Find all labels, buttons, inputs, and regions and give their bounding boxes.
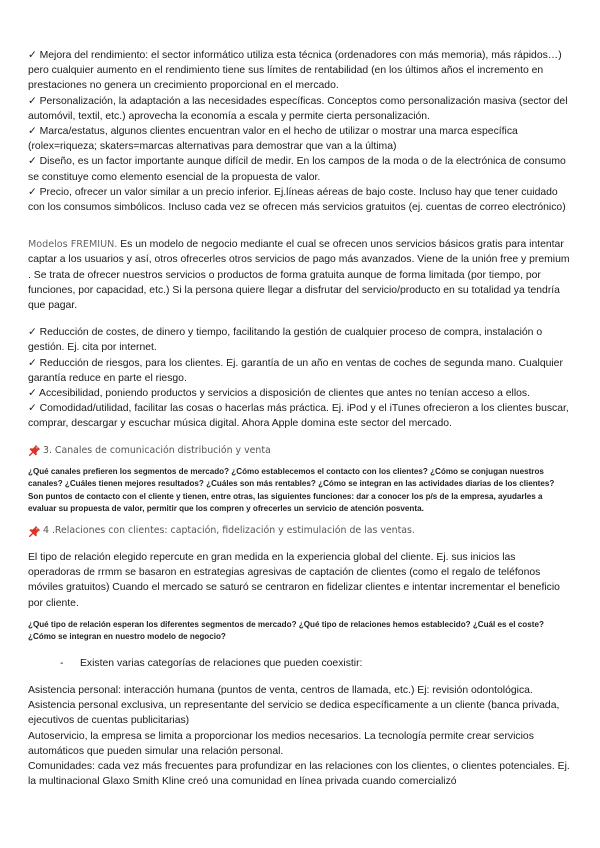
list-item: ✓ Reducción de costes, de dinero y tiempo, facilitando la gestión de cualquier proceso de compra, instalación o gestión. Ej. cita por internet. <box>28 327 543 354</box>
relations-questions: ¿Qué tipo de relación esperan los diferentes segmentos de mercado? ¿Qué tipo de relaciones hemos establecido? ¿Cuál es el coste? ¿Cómo se integran en nuestro modelo de negocio? <box>28 619 544 642</box>
list-item: ✓ Mejora del rendimiento: el sector informático utiliza esta técnica (ordenadores con más memoria), más rápidos…) pero cualquier aumento en el rendimiento tiene sus límites de rentabilidad (en los últimos años el incremento en prestaciones no genera un crecimiento proporcional en el mercado. <box>28 50 562 92</box>
channels-questions: ¿Qué canales prefieren los segmentos de mercado? ¿Cómo establecemos el contacto con los clientes? ¿Cómo se conjugan nuestros canales? ¿Cuáles tienen mejores resultados? ¿Cuáles son más rentables? ¿Cómo se integran en las actividades diarias de los clientes? Son puntos de contacto con el cliente y tienen, entre otras, las siguientes funciones: dar a conocer los p/s de la empresa, ayudarles a evaluar su propuesta de valor, permitir que los compren y ofrecerles un servicio de atención posventa. <box>28 466 555 514</box>
list-item: ✓ Accesibilidad, poniendo productos y servicios a disposición de clientes que antes no tenían acceso a ellos. <box>28 388 530 400</box>
list-item: ✓ Comodidad/utilidad, facilitar las cosas o hacerlas más práctica. Ej. iPod y el iTunes ofrecieron a los clientes buscar, comprar, descargar y escuchar música digital. Ahora Apple domina este sector del mercado. <box>28 403 569 430</box>
relation-paragraph: El tipo de relación elegido repercute en gran medida en la experiencia global del cliente. Ej. sus inicios las operadoras de rrmm se basaron en estrategias agresivas de captación de clientes (como el regalo de teléfonos móviles gratuitos) Cuando el mercado se saturó se centraron en fidelizar clientes e intentar incrementar el beneficio por cliente. <box>28 552 560 609</box>
category-item: Asistencia personal exclusiva, un representante del servicio se dedica específicamente a un cliente (banca privada, ejecutivos de cuentas publicitarias) <box>28 700 560 727</box>
freemium-lead: Modelos FREMIUN. <box>28 239 118 251</box>
list-item: ✓ Reducción de riesgos, para los clientes. Ej. garantía de un año en ventas de coches de segunda mano. Cualquier garantía reduce en parte el riesgo. <box>28 357 563 384</box>
dash-marker: - <box>60 658 64 670</box>
heading-text: 4 .Relaciones con clientes: captación, fidelización y estimulación de las ventas. <box>43 525 415 537</box>
freemium-text: Es un modelo de negocio mediante el cual se ofrecen unos servicios básicos gratis para intentar captar a los usuarios y así, otros ofrecerles otros servicios de pago más avanzados. Viene de la unión free y premium . Se trata de ofrecer nuestros servicios o productos de forma gratuita aunque de forma limitada (por tiempo, por funciones, por capacidad, etc.) Si la persona quiere llegar a disfrutar del servicio/producto en su totalidad ya tendría que pagar. <box>28 239 570 312</box>
relation-categories <box>28 683 570 789</box>
category-item: Comunidades: cada vez más frecuentes para profundizar en las relaciones con los clientes, o clientes potenciales. Ej. la multinacional Glaxo Smith Kline creó una comunidad en línea privada cuando comercializó <box>28 761 570 788</box>
list-item: ✓ Precio, ofrecer un valor similar a un precio inferior. Ej.líneas aéreas de bajo coste. Incluso hay que tener cuidado con los consumos simbólicos. Incluso cada vez se ofrecen más servicios gratuitos (ej. cuentas de correo electrónico) <box>28 186 566 214</box>
bullet-text: Existen varias categorías de relaciones que pueden coexistir: <box>80 658 363 670</box>
value-proposition-list-2 <box>28 325 570 431</box>
pushpin-icon <box>28 444 41 457</box>
dash-bullet <box>28 656 570 671</box>
section-heading-4 <box>28 524 570 538</box>
category-item: Autoservicio, la empresa se limita a proporcionar los medios necesarios. La tecnología permite crear servicios automáticos que pueden simular una relación personal. <box>28 730 534 757</box>
category-item: Asistencia personal: interacción humana (puntos de venta, centros de llamada, etc.) Ej: revisión odontológica. <box>28 685 533 697</box>
section-heading-3 <box>28 444 570 458</box>
pushpin-icon <box>28 525 41 538</box>
value-proposition-list <box>28 48 570 215</box>
freemium-paragraph <box>28 237 570 313</box>
heading-text: 3. Canales de comunicación distribución y venta <box>43 444 271 456</box>
list-item: ✓ Marca/estatus, algunos clientes encuentran valor en el hecho de utilizar o mostrar una marca específica (rolex=riqueza; skaters=marcas alternativas para demostrar que van a la última) <box>28 126 518 153</box>
list-item: ✓ Diseño, es un factor importante aunque difícil de medir. En los campos de la moda o de la electrónica de consumo se constituye como elemento esencial de la propuesta de valor. <box>28 156 566 183</box>
list-item: ✓ Personalización, la adaptación a las necesidades específicas. Conceptos como personalización masiva (sector del automóvil, textil, etc.) aprovecha la economía a escala y permite cierta personalización. <box>28 95 568 122</box>
